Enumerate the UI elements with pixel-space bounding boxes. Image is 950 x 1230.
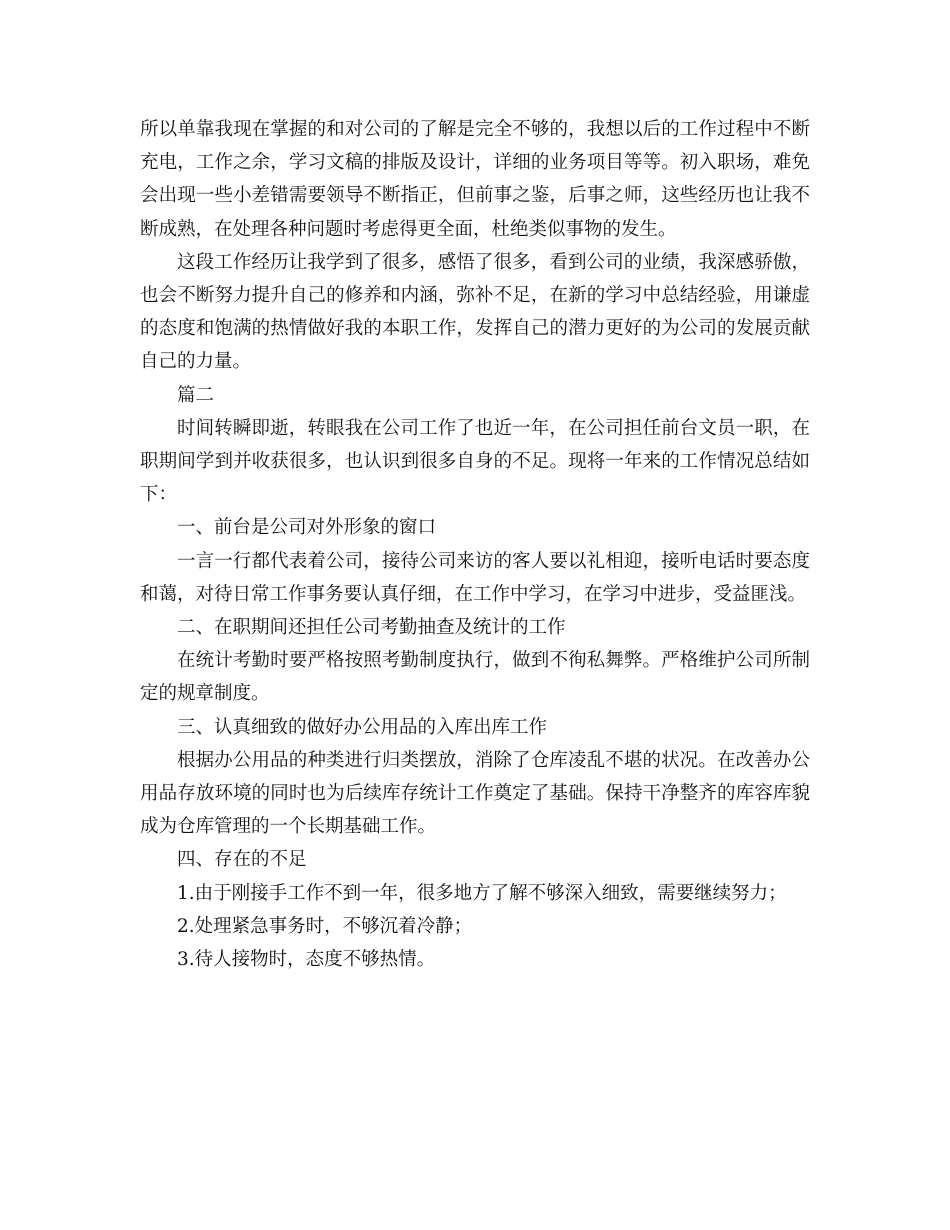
heading-item-4: 四、存在的不足 [177,849,307,871]
paragraph-continuation: 所以单靠我现在掌握的和对公司的了解是完全不够的，我想以后的工作过程中不断充电，工作之余，学习文稿的排版及设计，详细的业务项目等等。初入职场，难免会出现一些小差错需要领导不断指正，但前事之鉴，后事之师，这些经历也让我不断成熟，在处理各种问题时考虑得更全面，杜绝类似事物的发生。 [140,119,810,240]
heading-item-1: 一、前台是公司对外形象的窗口 [177,517,437,539]
list-item-shortcoming-3: 3.待人接物时，态度不够热情。 [177,949,436,971]
paragraph-item-2: 在统计考勤时要严格按照考勤制度执行，做到不徇私舞弊。严格维护公司所制定的规章制度。 [140,650,810,705]
document-body [140,113,810,976]
paragraph-item-3: 根据办公用品的种类进行归类摆放，消除了仓库凌乱不堪的状况。在改善办公用品存放环境的同时也为后续库存统计工作奠定了基础。保持干净整齐的库容库貌成为仓库管理的一个长期基础工作。 [140,749,810,838]
paragraph-experience: 这段工作经历让我学到了很多，感悟了很多，看到公司的业绩，我深感骄傲，也会不断努力提升自己的修养和内涵，弥补不足，在新的学习中总结经验，用谦虚的态度和饱满的热情做好我的本职工作，发挥自己的潜力更好的为公司的发展贡献自己的力量。 [140,251,810,373]
paragraph-item-1: 一言一行都代表着公司，接待公司来访的客人要以礼相迎，接听电话时要态度和蔼，对待日常工作事务要认真仔细，在工作中学习，在学习中进步，受益匪浅。 [140,550,810,605]
list-item-shortcoming-1: 1.由于刚接手工作不到一年，很多地方了解不够深入细致，需要继续努力； [177,882,787,904]
section-heading-part-two: 篇二 [177,384,215,406]
heading-item-3: 三、认真细致的做好办公用品的入库出库工作 [177,716,548,738]
paragraph-intro: 时间转瞬即逝，转眼我在公司工作了也近一年，在公司担任前台文员一职，在职期间学到并收获很多，也认识到很多自身的不足。现将一年来的工作情况总结如下： [140,417,810,506]
heading-item-2: 二、在职期间还担任公司考勤抽查及统计的工作 [177,617,566,639]
list-item-shortcoming-2: 2.处理紧急事务时，不够沉着冷静； [177,915,473,937]
